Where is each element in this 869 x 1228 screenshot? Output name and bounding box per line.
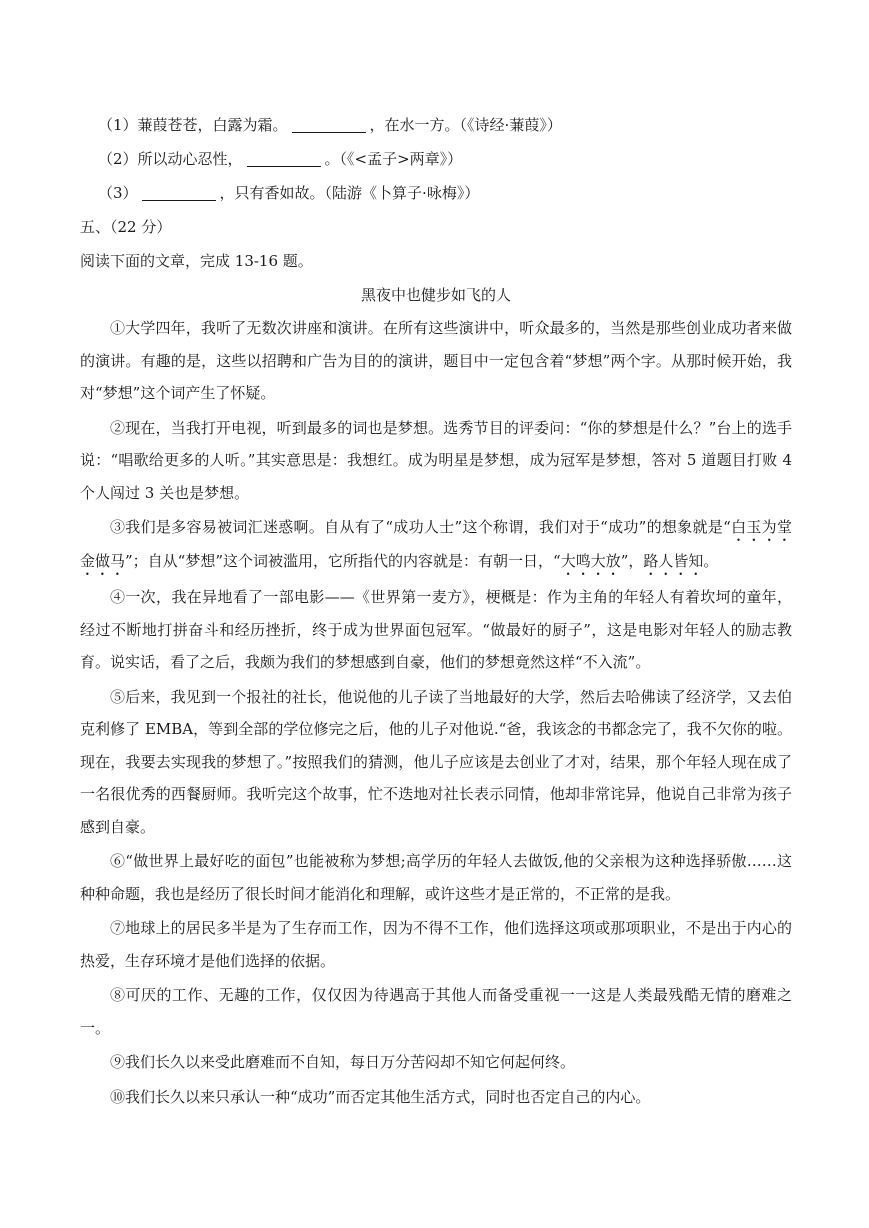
article-paragraph-8: ⑧可厌的工作、无趣的工作，仅仅因为待遇高于其他人而备受重视一一这是人类最残酷无情的磨难之一。 bbox=[80, 986, 792, 1037]
fill-in-item-1 bbox=[80, 108, 792, 142]
p3-text-a: ③我们是多容易被词汇迷惑啊。自从有了“成功人士”这个称谓，我们对于“成功”的想象就是“ bbox=[110, 518, 731, 536]
p3-text-e: 。 bbox=[703, 552, 719, 570]
article-paragraph-1: ①大学四年，我听了无数次讲座和演讲。在所有这些演讲中，听众最多的，当然是那些创业成功者来做的演讲。有趣的是，这些以招聘和广告为目的的演讲，题目中一定包含着“梦想”两个字。从那时候开始，我对“梦想”这个词产生了怀疑。 bbox=[80, 319, 792, 402]
p3-dotted-phrase-1: 白玉为堂金做马 bbox=[80, 518, 792, 570]
section-heading: 五、（22 分） bbox=[80, 218, 172, 236]
document-page bbox=[80, 108, 792, 1113]
article-paragraph-9: ⑨我们长久以来受此磨难而不自知，每日万分苦闷却不知它何起何终。 bbox=[110, 1053, 576, 1071]
answer-blank-1[interactable] bbox=[292, 114, 366, 133]
fill-in-1-suffix: ，在水一方。（《诗经·蒹葭》） bbox=[369, 116, 562, 134]
p3-text-b: ”；自从“梦想”这个词被滥用，它所指代的内容就是：有朝一日，“ bbox=[125, 552, 561, 570]
fill-in-1-prefix: （1）蒹葭苍苍，白露为霜。 bbox=[98, 116, 288, 134]
p3-dotted-phrase-3: 路人皆知 bbox=[643, 552, 704, 570]
answer-blank-3[interactable] bbox=[142, 182, 216, 201]
fill-in-2-suffix: 。（《<孟子>两章》） bbox=[324, 150, 463, 168]
article-paragraph-4: ④一次，我在异地看了一部电影——《世界第一麦方》，梗概是：作为主角的年轻人有着坎坷的童年，经过不断地打拼奋斗和经历挫折，终于成为世界面包冠军。“做最好的厨子”，这是电影对年轻人的励志教育。说实话，看了之后，我颇为我们的梦想感到自豪，他们的梦想竟然这样“不入流”。 bbox=[80, 588, 792, 671]
article-paragraph-10: ⑩我们长久以来只承认一种“成功”而否定其他生活方式，同时也否定自己的内心。 bbox=[110, 1087, 651, 1106]
fill-in-item-2 bbox=[80, 142, 792, 176]
section-instruction: 阅读下面的文章，完成 13-16 题。 bbox=[80, 252, 313, 270]
fill-in-2-prefix: （2）所以动心忍性， bbox=[98, 150, 243, 168]
article-paragraph-6: ⑥“做世界上最好吃的面包”也能被称为梦想;高学历的年轻人去做饭,他的父亲根为这种选择骄傲……这种种命题，我也是经历了很长时间才能消化和理解，或许这些才是正常的，不正常的是我。 bbox=[80, 852, 792, 903]
article-paragraph-7: ⑦地球上的居民多半是为了生存而工作，因为不得不工作，他们选择这项或那项职业，不是出于内心的热爱，生存环境才是他们选择的依据。 bbox=[80, 919, 792, 970]
article-paragraph-5: ⑤后来，我见到一个报社的社长，他说他的儿子读了当地最好的大学，然后去哈佛读了经济学，又去伯克利修了 EMBA，等到全部的学位修完之后，他的儿子对他说.“爸，我该念的书都念完了，我不欠你的啦。现在，我要去实现我的梦想了。”按照我们的猜测，他儿子应该是去创业了才对，结果，那个年轻人现在成了一名很优秀的西餐厨师。我听完这个故事，忙不迭地对社长表示同情，他却非常诧异，他说自己非常为孩子感到自豪。 bbox=[80, 687, 792, 836]
article-paragraph-2: ②现在，当我打开电视，听到最多的词也是梦想。选秀节目的评委问：“你的梦想是什么？”台上的选手说：“唱歌给更多的人听。”其实意思是：我想红。成为明星是梦想，成为冠军是梦想，答对 5 道题目打败 4 个人闯过 3 关也是梦想。 bbox=[80, 418, 792, 502]
p3-dotted-phrase-2: 大鸣大放 bbox=[560, 552, 621, 570]
fill-in-3-prefix: （3） bbox=[98, 184, 138, 202]
fill-in-3-suffix: ，只有香如故。（陆游《卜算子·咏梅》） bbox=[219, 184, 480, 202]
article-paragraph-3 bbox=[80, 511, 792, 579]
fill-in-item-3 bbox=[80, 176, 792, 210]
p3-text-c: ”， bbox=[620, 552, 644, 570]
article-title: 黑夜中也健步如飞的人 bbox=[360, 286, 511, 304]
answer-blank-2[interactable] bbox=[247, 148, 321, 167]
